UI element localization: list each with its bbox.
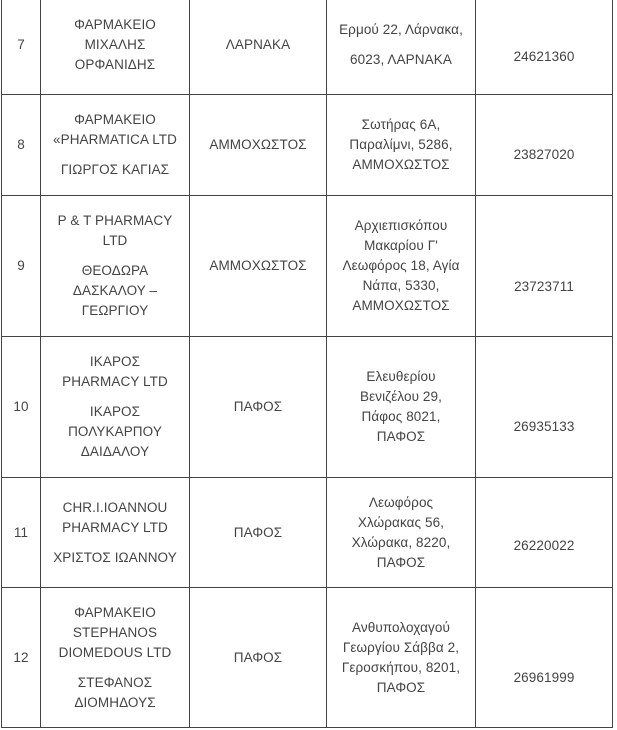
name-line: LTD	[102, 233, 128, 248]
address-line: Βενιζέλου 29,	[360, 389, 442, 404]
name-line: ΓΕΩΡΓΙΟΥ	[81, 303, 149, 318]
address-line: Λεωφόρος	[368, 494, 434, 510]
pharmacy-name	[41, 196, 190, 337]
name-line: PHARMACY LTD	[62, 519, 168, 535]
name-line: ΦΑΡΜΑΚΕΙΟ	[74, 112, 156, 127]
phone-number: 23827020	[513, 147, 575, 162]
name-line: ΘΕΟΔΩΡΑ	[81, 263, 149, 278]
address-line: Μακαρίου Γ'	[364, 238, 438, 253]
address-line: Σωτήρας 6Α,	[361, 117, 441, 132]
address-line: Αρχιεπισκόπου	[354, 218, 448, 233]
table-row	[2, 196, 613, 337]
city-cell: ΠΑΦΟΣ	[190, 478, 327, 588]
phone-cell	[476, 95, 613, 196]
row-number: 8	[2, 95, 41, 196]
name-line: «PHARMATICA LTD	[52, 132, 178, 147]
city-cell: ΛΑΡΝΑΚΑ	[190, 0, 327, 95]
address-cell	[327, 337, 476, 478]
pharmacy-name	[41, 337, 190, 478]
city-cell: ΠΑΦΟΣ	[190, 588, 327, 728]
pharmacy-table	[1, 0, 613, 728]
address-line: Γεροσκήπου, 8201,	[341, 659, 461, 675]
name-line: ΣΤΕΦΑΝΟΣ	[77, 674, 153, 690]
address-cell	[327, 588, 476, 728]
pharmacy-name	[41, 478, 190, 588]
name-line: DIOMEDOUS LTD	[58, 644, 172, 660]
row-number: 9	[2, 196, 41, 337]
row-number: 12	[2, 588, 41, 728]
phone-cell	[476, 0, 613, 95]
phone-cell	[476, 337, 613, 478]
address-line: Ελευθερίου	[366, 369, 436, 384]
name-line: ΙΚΑΡΟΣ	[89, 354, 141, 369]
address-line: ΠΑΦΟΣ	[376, 679, 426, 695]
address-line: ΑΜΜΟΧΩΣΤΟΣ	[352, 157, 450, 172]
name-line: ΧΡΙΣΤΟΣ ΙΩΑΝΝΟΥ	[53, 549, 177, 565]
phone-number: 26961999	[513, 669, 575, 685]
address-line: Χλώρακας 56,	[357, 514, 445, 530]
address-line: ΑΜΜΟΧΩΣΤΟΣ	[352, 298, 450, 313]
table-row	[2, 478, 613, 588]
table-row	[2, 0, 613, 95]
table-row	[2, 95, 613, 196]
row-number: 7	[2, 0, 41, 95]
name-line: ΜΙΧΑΛΗΣ	[84, 36, 146, 52]
phone-cell	[476, 588, 613, 728]
phone-number: 24621360	[513, 48, 575, 64]
address-line: Ερμού 22, Λάρνακα,	[339, 21, 463, 37]
address-line: Παραλίμνι, 5286,	[349, 137, 453, 152]
pharmacy-name	[41, 95, 190, 196]
name-line: CHR.I.IOANNOU	[62, 499, 168, 515]
row-number: 10	[2, 337, 41, 478]
name-line: ΔΙΟΜΗΔΟΥΣ	[74, 694, 156, 710]
address-cell	[327, 95, 476, 196]
pharmacy-name	[41, 0, 190, 95]
name-line: ΓΙΩΡΓΟΣ ΚΑΓΙΑΣ	[60, 162, 170, 177]
city-cell: ΠΑΦΟΣ	[190, 337, 327, 478]
phone-number: 26220022	[513, 537, 575, 553]
address-line: 6023, ΛΑΡΝΑΚΑ	[350, 51, 452, 67]
address-line: Ανθυπολοχαγού	[352, 619, 450, 635]
address-line: Λεωφόρος 18, Αγία	[342, 258, 460, 273]
name-line: ΦΑΡΜΑΚΕΙΟ	[74, 16, 156, 32]
phone-cell	[476, 478, 613, 588]
name-line: ΦΑΡΜΑΚΕΙΟ	[74, 604, 156, 620]
phone-number: 23723711	[514, 278, 574, 294]
name-line: ΠΟΛΥΚΑΡΠΟΥ	[68, 424, 162, 439]
address-cell	[327, 196, 476, 337]
table-row	[2, 337, 613, 478]
address-line: Γεωργίου Σάββα 2,	[342, 639, 460, 655]
pharmacy-name	[41, 588, 190, 728]
address-line: Χλώρακα, 8220,	[351, 534, 451, 550]
address-cell	[327, 0, 476, 95]
city-cell: ΑΜΜΟΧΩΣΤΟΣ	[190, 196, 327, 337]
name-line: STEPHANOS	[72, 624, 158, 640]
address-cell	[327, 478, 476, 588]
address-line: ΠΑΦΟΣ	[376, 429, 426, 444]
name-line: ΔΑΙΔΑΛΟΥ	[80, 444, 150, 459]
table-row	[2, 588, 613, 728]
phone-cell	[476, 196, 613, 337]
address-line: Πάφος 8021,	[361, 409, 441, 424]
row-number: 11	[2, 478, 41, 588]
name-line: ΙΚΑΡΟΣ	[89, 404, 141, 419]
name-line: P & T PHARMACY	[57, 213, 173, 228]
name-line: ΔΑΣΚΑΛΟΥ –	[72, 283, 158, 298]
city-cell: ΑΜΜΟΧΩΣΤΟΣ	[190, 95, 327, 196]
name-line: ΟΡΦΑΝΙΔΗΣ	[74, 56, 156, 72]
address-line: ΠΑΦΟΣ	[376, 554, 426, 570]
phone-number: 26935133	[513, 419, 575, 434]
address-line: Νάπα, 5330,	[362, 278, 440, 293]
name-line: PHARMACY LTD	[62, 374, 168, 389]
